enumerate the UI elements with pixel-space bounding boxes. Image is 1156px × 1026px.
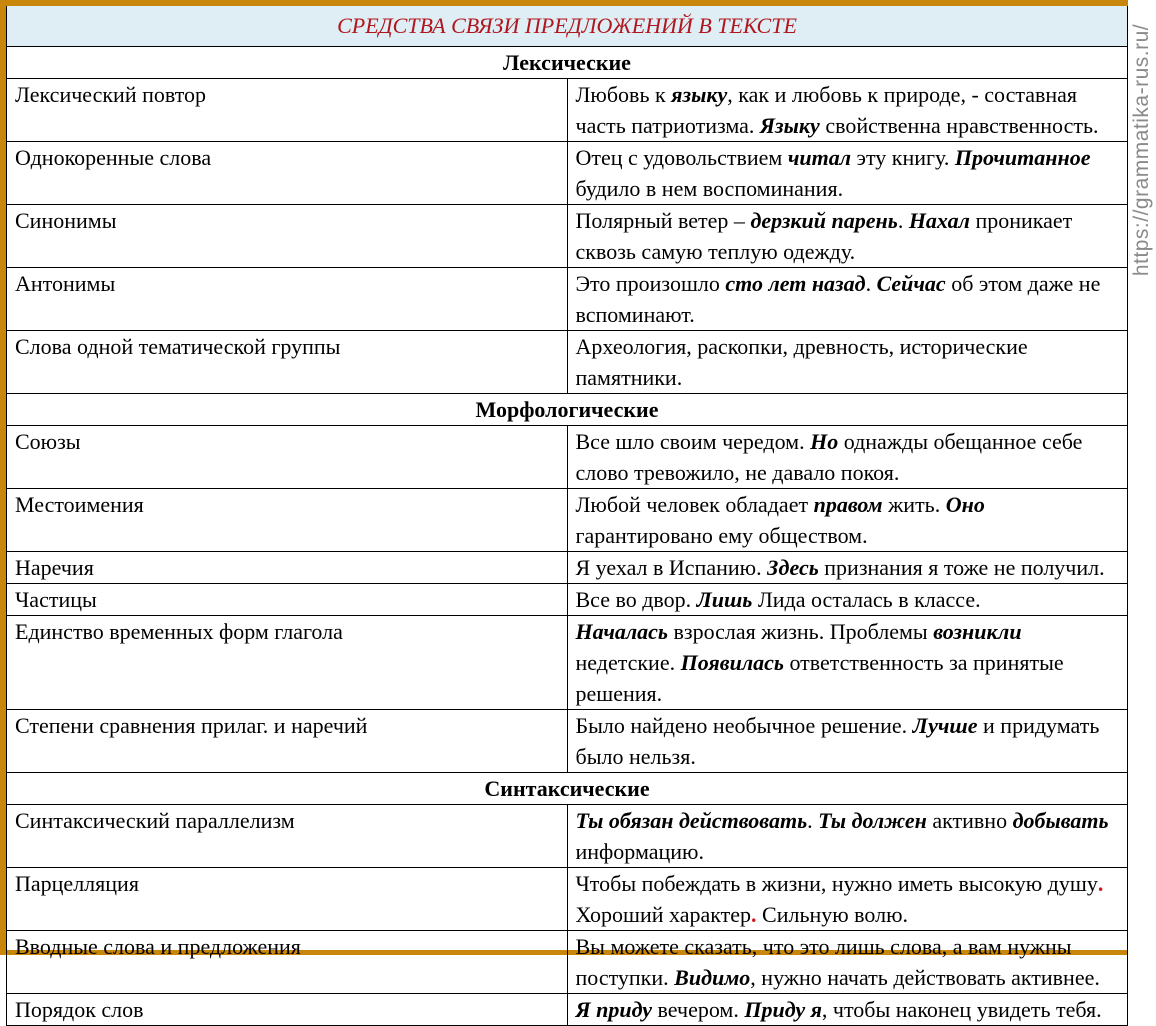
section-heading: Морфологические [7,394,1128,426]
cohesion-term: Синонимы [7,205,568,268]
cohesion-term: Антонимы [7,268,568,331]
section-header-row [7,773,1128,805]
table-row [7,205,1128,268]
highlighted-word: возникли [933,619,1022,644]
highlighted-word: Лучше [912,713,978,738]
cohesion-term: Синтаксический параллелизм [7,805,568,868]
example-text [567,268,1128,331]
example-segment: . [865,271,877,296]
cohesion-table [6,6,1128,1026]
highlighted-word: Лишь [696,587,753,612]
section-header-row [7,394,1128,426]
example-segment: Археология, раскопки, древность, исторические памятники. [575,334,1028,390]
cohesion-term: Наречия [7,552,568,584]
red-period: . [751,902,757,927]
example-text [567,489,1128,552]
example-segment: будило в нем воспоминания. [575,176,844,201]
example-segment: жить. [882,492,946,517]
example-text [567,710,1128,773]
table-row [7,584,1128,616]
cohesion-term: Степени сравнения прилаг. и наречий [7,710,568,773]
highlighted-word: Сейчас [876,271,946,296]
example-segment: Я уехал в Испанию. [575,555,768,580]
example-text [567,994,1128,1026]
example-text [567,426,1128,489]
example-segment: Полярный ветер – [575,208,751,233]
example-segment: . [807,808,819,833]
example-text [567,868,1128,931]
example-text [567,79,1128,142]
example-segment: проникает сквозь самую теплую одежду. [575,208,1073,264]
example-segment: Все во двор. [575,587,697,612]
highlighted-word: читал [787,145,851,170]
cohesion-term: Парцелляция [7,868,568,931]
table-row [7,931,1128,994]
highlighted-word: Я приду [575,997,653,1022]
example-segment: , как и любовь к природе, - составная часть патриотизма. [575,82,1078,138]
example-segment: Любовь к [575,82,672,107]
highlighted-word: Ты обязан действовать [575,808,808,833]
example-text [567,931,1128,994]
highlighted-word: правом [813,492,883,517]
example-segment: однажды обещанное себе слово тревожило, не давало покоя. [575,429,1083,485]
section-heading: Лексические [7,47,1128,79]
table-title: СРЕДСТВА СВЯЗИ ПРЕДЛОЖЕНИЙ В ТЕКСТЕ [7,6,1128,47]
highlighted-word: Здесь [767,555,819,580]
example-segment: вечером. [652,997,745,1022]
table-row [7,868,1128,931]
table-row [7,994,1128,1026]
example-segment: . [897,208,909,233]
highlighted-word: языку [671,82,728,107]
example-segment: Было найдено необычное решение. [575,713,913,738]
table-row [7,331,1128,394]
example-segment: Хороший характер [575,902,752,927]
example-text [567,584,1128,616]
highlighted-word: Прочитанное [954,145,1091,170]
watermark-url: https://grammatika-rus.ru/ [1130,23,1153,277]
cohesion-term: Вводные слова и предложения [7,931,568,994]
example-segment: Это произошло [575,271,726,296]
table-row [7,79,1128,142]
red-period: . [1097,871,1104,896]
highlighted-word: добывать [1012,808,1109,833]
table-row [7,616,1128,710]
example-segment: , нужно начать действовать активнее. [750,965,1100,990]
example-segment: Вы можете сказать, что это лишь слова, а вам нужны поступки. [575,934,1072,990]
highlighted-word: сто лет назад [725,271,866,296]
example-text [567,805,1128,868]
table-row [7,268,1128,331]
watermark [1128,0,1156,300]
highlighted-word: Приду я [744,997,822,1022]
table-row [7,552,1128,584]
cohesion-term: Единство временных форм глагола [7,616,568,710]
highlighted-word: Нахал [908,208,970,233]
highlighted-word: Началась [575,619,668,644]
example-segment: Все шло своим чередом. [575,429,811,454]
highlighted-word: Оно [945,492,985,517]
example-text [567,142,1128,205]
example-segment: активно [926,808,1013,833]
cohesion-term: Частицы [7,584,568,616]
cohesion-term: Порядок слов [7,994,568,1026]
cohesion-term: Слова одной тематической группы [7,331,568,394]
title-row [7,6,1128,47]
highlighted-word: Появилась [680,650,784,675]
table-row [7,489,1128,552]
example-segment: ответственность за принятые решения. [575,650,1064,706]
example-segment: информацию. [575,839,704,864]
highlighted-word: Ты должен [818,808,927,833]
example-segment: недетские. [575,650,681,675]
example-segment: Любой человек обладает [575,492,814,517]
table-row [7,426,1128,489]
example-segment: гарантировано ему обществом. [575,523,868,548]
section-header-row [7,47,1128,79]
example-segment: об этом даже не вспоминают. [575,271,1101,327]
cohesion-term: Однокоренные слова [7,142,568,205]
document [6,6,1128,1022]
example-segment: свойственна нравственность. [819,113,1099,138]
example-segment: Лида осталась в классе. [752,587,981,612]
example-segment: , чтобы наконец увидеть тебя. [821,997,1102,1022]
example-segment: и придумать было нельзя. [575,713,1100,769]
section-heading: Синтаксические [7,773,1128,805]
highlighted-word: Языку [759,113,820,138]
example-segment: взрослая жизнь. Проблемы [667,619,934,644]
table-row [7,805,1128,868]
example-segment: признания я тоже не получил. [818,555,1105,580]
example-text [567,616,1128,710]
example-segment: эту книгу. [851,145,955,170]
highlighted-word: Видимо [674,965,751,990]
example-text [567,205,1128,268]
table-row [7,142,1128,205]
example-segment: Чтобы побеждать в жизни, нужно иметь высокую душу [575,871,1098,896]
cohesion-term: Местоимения [7,489,568,552]
highlighted-word: Но [810,429,839,454]
cohesion-term: Союзы [7,426,568,489]
example-segment: Отец с удовольствием [575,145,788,170]
example-text [567,331,1128,394]
example-text [567,552,1128,584]
table-row [7,710,1128,773]
example-segment: Сильную волю. [756,902,909,927]
highlighted-word: дерзкий парень [750,208,898,233]
cohesion-term: Лексический повтор [7,79,568,142]
